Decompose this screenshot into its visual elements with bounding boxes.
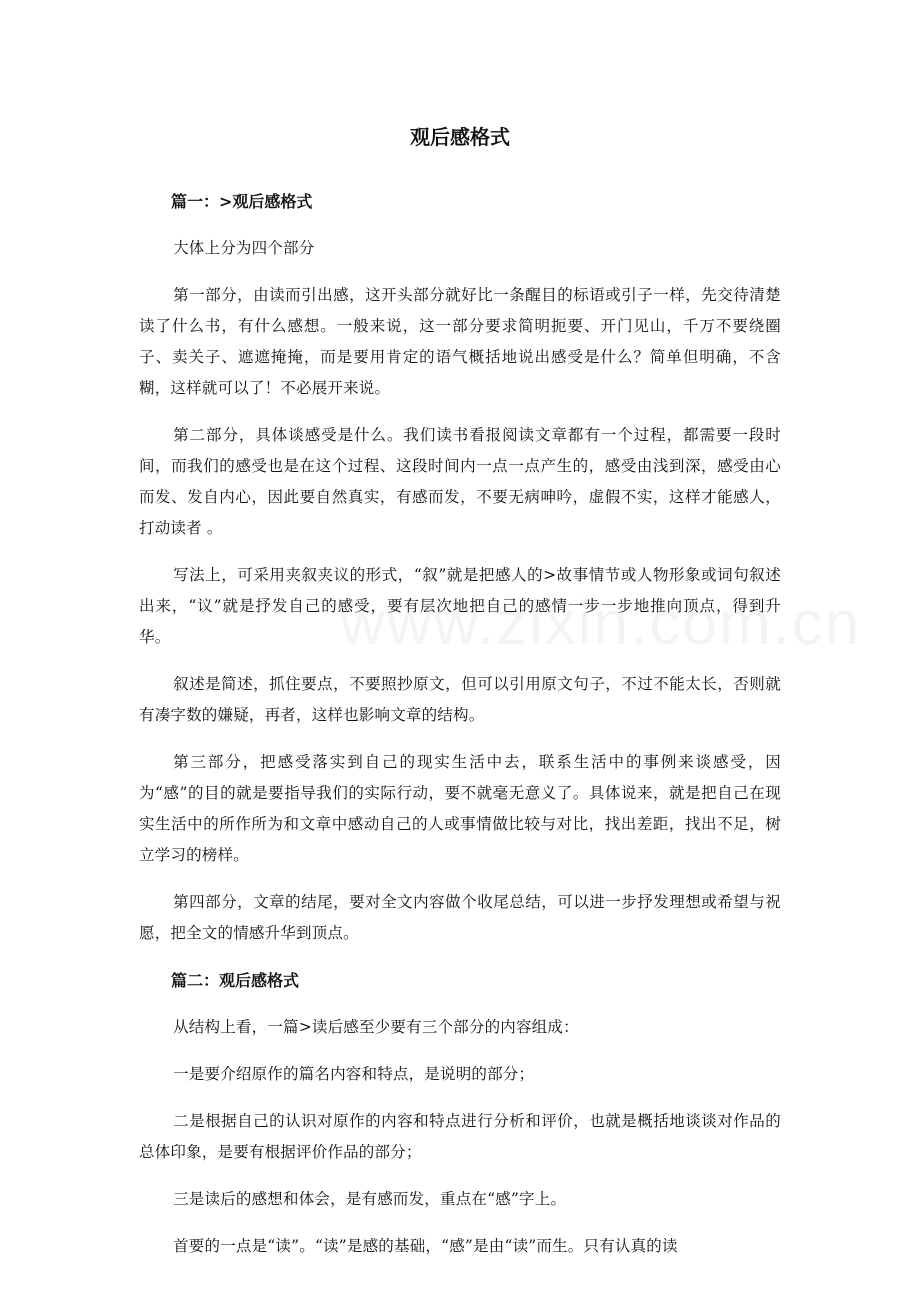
paragraph: 一是要介绍原作的篇名内容和特点，是说明的部分； bbox=[173, 1065, 535, 1083]
section-heading: 篇一：>观后感格式 bbox=[171, 192, 313, 211]
paragraph: 第二部分，具体谈感受是什么。我们读书看报阅读文章都有一个过程，都需要一段时间，而我们的感受也是在这个过程、这段时间内一点一点产生的，感受由浅到深，感受由心而发、发自内心，因此要自然真实，有感而发，不要无病呻吟，虚假不实，这样才能感人，打动读者 。 bbox=[139, 426, 781, 537]
paragraph: 二是根据自己的认识对原作的内容和特点进行分析和评价，也就是概括地谈谈对作品的总体印象，是要有根据评价作品的部分； bbox=[139, 1112, 781, 1161]
paragraph: 写法上，可采用夹叙夹议的形式，“叙”就是把感人的>故事情节或人物形象或词句叙述出来，“议”就是抒发自己的感受，要有层次地把自己的感情一步一步地推向顶点，得到升华。 bbox=[139, 566, 781, 646]
paragraph: 从结构上看，一篇>读后感至少要有三个部分的内容组成： bbox=[173, 1018, 579, 1036]
paragraph: 第三部分，把感受落实到自己的现实生活中去，联系生活中的事例来谈感受，因为“感”的目的就是要指导我们的实际行动，要不就毫无意义了。具体说来，就是把自己在现实生活中的所作所为和文章中感动自己的人或事情做比较与对比，找出差距，找出不足，树立学习的榜样。 bbox=[139, 753, 781, 864]
paragraph: 大体上分为四个部分 bbox=[173, 239, 315, 257]
paragraph: 第四部分，文章的结尾，要对全文内容做个收尾总结，可以进一步抒发理想或希望与祝愿，把全文的情感升华到顶点。 bbox=[139, 893, 781, 942]
section-heading: 篇二：观后感格式 bbox=[171, 971, 300, 990]
paragraph: 叙述是简述，抓住要点，不要照抄原文，但可以引用原文句子，不过不能太长，否则就有凑字数的嫌疑，再者，这样也影响文章的结构。 bbox=[139, 675, 781, 724]
paragraph: 三是读后的感想和体会，是有感而发，重点在“感”字上。 bbox=[173, 1190, 567, 1208]
paragraph: 第一部分，由读而引出感，这开头部分就好比一条醒目的标语或引子一样，先交待清楚读了什么书，有什么感想。一般来说，这一部分要求简明扼要、开门见山，千万不要绕圈子、卖关子、遮遮掩掩，而是要用肯定的语气概括地说出感受是什么？简单但明确，不含糊，这样就可以了！不必展开来说。 bbox=[139, 286, 781, 397]
document-title: 观后感格式 bbox=[410, 125, 510, 149]
paragraph: 首要的一点是“读”。“读”是感的基础，“感”是由“读”而生。只有认真的读 bbox=[173, 1237, 678, 1255]
document-body bbox=[139, 122, 781, 1278]
